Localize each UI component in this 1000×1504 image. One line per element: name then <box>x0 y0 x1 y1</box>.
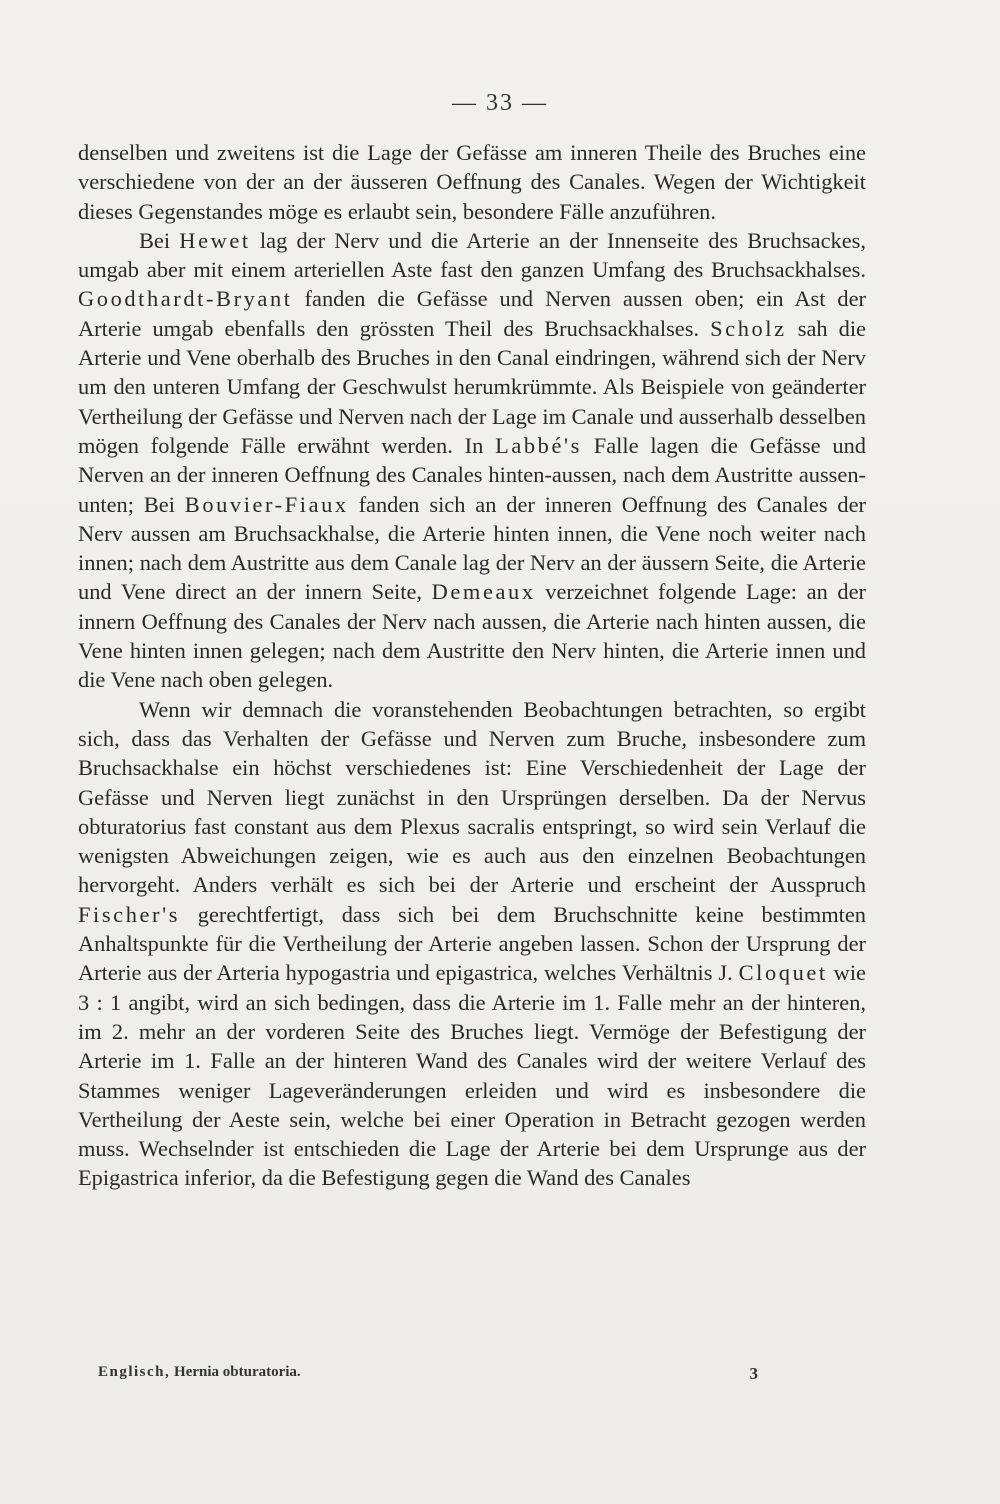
footer-signature: 3 <box>749 1364 758 1383</box>
text-run: denselben und zweitens ist die Lage der Gefässe am inneren Theile des Bruches eine verschiedene von der an der äusseren Oeffnung des Canales. Wegen der Wichtigkeit dieses Gegenstandes möge es erlaubt sein, besondere Fälle anzuführen. <box>78 140 866 224</box>
paragraph <box>78 138 866 226</box>
page-footer <box>98 1364 758 1381</box>
author-name: Hewet <box>179 227 251 253</box>
text-run: lag der Nerv und die Arterie an der Innenseite des Bruchsackes, umgab aber mit einem arteriellen Aste fast den ganzen Umfang des Bruchsackhalses. <box>78 227 866 283</box>
text-run: Wenn wir demnach die voranstehenden Beobachtungen betrachten, so ergibt sich, dass das Verhalten der Gefässe und Nerven zum Bruche, insbesondere zum Bruchsackhalse ein höchst verschiedenes ist: Eine Verschiedenheit der Lage der Gefässe und Nerven liegt zunächst in den Ursprüngen derselben. Da der Nervus obturatorius fast constant aus dem Plexus sacralis entspringt, so wird sein Verlauf die wenigsten Abweichungen zeigen, wie es auch aus den einzelnen Beobachtungen hervorgeht. Anders verhält es sich bei der Arterie und erscheint der Ausspruch <box>78 696 866 898</box>
text-run: Falle lagen die Gefässe und Nerven an der inneren Oeffnung des Canales hinten-aussen, nach dem Austritte aussen-unten; Bei <box>78 432 866 517</box>
author-name: Fischer's <box>78 901 181 927</box>
author-name: Cloquet <box>738 960 828 986</box>
text-run: gerechtfertigt, dass sich bei dem Bruchschnitte keine bestimmten Anhaltspunkte für die Vertheilung der Arterie angeben lassen. Schon der Ursprung der Arterie aus der Arteria hypogastria und epigastrica, welches Verhältnis J. <box>78 901 866 986</box>
author-name: Goodthardt-Bryant <box>78 286 293 312</box>
body-text <box>78 138 866 1193</box>
author-name: Scholz <box>710 315 787 341</box>
text-run: Bei <box>139 227 180 253</box>
text-run: fanden sich an der inneren Oeffnung des Canales der Nerv aussen am Bruchsackhalse, die Arterie hinten innen, die Vene noch weiter nach innen; nach dem Austritte aus dem Canale lag der Nerv an der äussern Seite, die Arterie und Vene direct an der innern Seite, <box>78 491 866 605</box>
footer-title: Hernia obturatoria. <box>170 1364 301 1380</box>
footer-author: Englisch, <box>98 1364 171 1380</box>
paragraph <box>78 695 866 1193</box>
text-run: sah die Arterie und Vene oberhalb des Bruches in den Canal eindringen, während sich der Nerv um den unteren Umfang der Geschwulst herumkrümmte. Als Beispiele von geänderter Vertheilung der Gefässe und Nerven nach der Lage im Canale und ausserhalb desselben mögen folgende Fälle erwähnt werden. In <box>78 315 866 458</box>
author-name: Bouvier-Fiaux <box>184 491 349 517</box>
paragraph <box>78 226 866 695</box>
author-name: Labbé's <box>495 432 582 458</box>
page-number: — 33 — <box>452 90 548 116</box>
text-run: fanden die Gefässe und Nerven aussen oben; ein Ast der Arterie umgab ebenfalls den grössten Theil des Bruchsackhalses. <box>78 286 866 341</box>
text-run: verzeichnet folgende Lage: an der innern Oeffnung des Canales der Nerv nach aussen, die Arterie nach hinten aussen, die Vene hinten innen gelegen; nach dem Austritte den Nerv hinten, die Arterie innen und die Vene nach oben gelegen. <box>78 579 866 693</box>
author-name: Demeaux <box>431 579 536 605</box>
text-run: wie 3 : 1 angibt, wird an sich bedingen, dass die Arterie im 1. Falle mehr an der hinteren, im 2. mehr an der vorderen Seite des Bruches liegt. Vermöge der Befestigung der Arterie im 1. Falle an der hinteren Wand des Canales wird der weitere Verlauf des Stammes weniger Lageveränderungen erleiden und wird es insbesondere die Vertheilung der Aeste sein, welche bei einer Operation in Betracht gezogen werden muss. Wechselnder ist entschieden die Lage der Arterie bei dem Ursprunge aus der Epigastrica inferior, da die Befestigung gegen die Wand des Canales <box>78 960 866 1191</box>
